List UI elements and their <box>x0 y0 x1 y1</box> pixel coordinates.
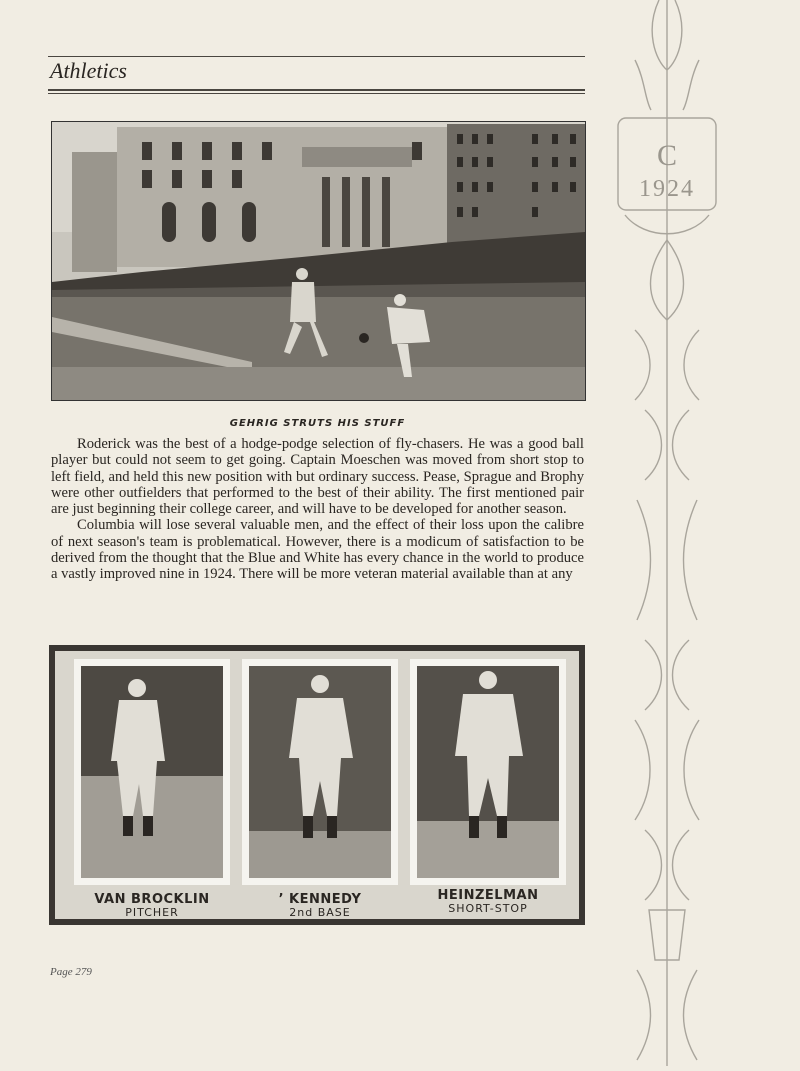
title-rule <box>48 89 585 91</box>
paragraph: Roderick was the best of a hodge-podge selection of fly-chasers. He was a good ball player but could not seem to get going. Captain Moeschen was moved from short stop to left field, and held this new position with but ordinary success. Pease, Sprague and Brophy were other outfielders that performed to the best of their ability. The first mentioned pair are just beginning their college career, and will have to be developed for another season. <box>51 436 584 518</box>
player-position: SHORT-STOP <box>448 902 528 915</box>
ornament-letter: C <box>656 139 678 172</box>
player-photo <box>249 666 391 878</box>
article-body <box>51 436 584 583</box>
decorative-border-ornament <box>615 0 719 1066</box>
player-photo-frame <box>242 659 398 885</box>
player-name: ’ KENNEDY <box>278 892 362 907</box>
ornament-year: 1924 <box>639 176 695 202</box>
paragraph: Columbia will lose several valuable men, and the effect of their loss upon the calibre of next season's team is problematical. However, there is a modicum of satisfaction to be derived from the thought that the Blue and White has every chance in the world to produce a vastly improved nine in 1924. There will be more veteran material available than at any <box>51 517 584 583</box>
player-name: HEINZELMAN <box>437 888 539 903</box>
baseball-game-photo <box>51 121 586 401</box>
player-name: VAN BROCKLIN <box>94 892 210 907</box>
player-photo-frame <box>410 659 566 885</box>
section-title: Athletics <box>50 58 127 83</box>
title-rule-thin <box>48 93 585 94</box>
top-rule <box>48 56 585 57</box>
plate-mount <box>55 651 579 919</box>
page-number: Page 279 <box>50 966 92 978</box>
player-position: 2nd BASE <box>289 906 351 919</box>
player-photo-plate <box>49 645 585 925</box>
player-photo <box>81 666 223 878</box>
photo-caption: GEHRIG STRUTS HIS STUFF <box>229 418 406 429</box>
player-position: PITCHER <box>125 906 179 919</box>
player-photo-frame <box>74 659 230 885</box>
player-photo <box>417 666 559 878</box>
